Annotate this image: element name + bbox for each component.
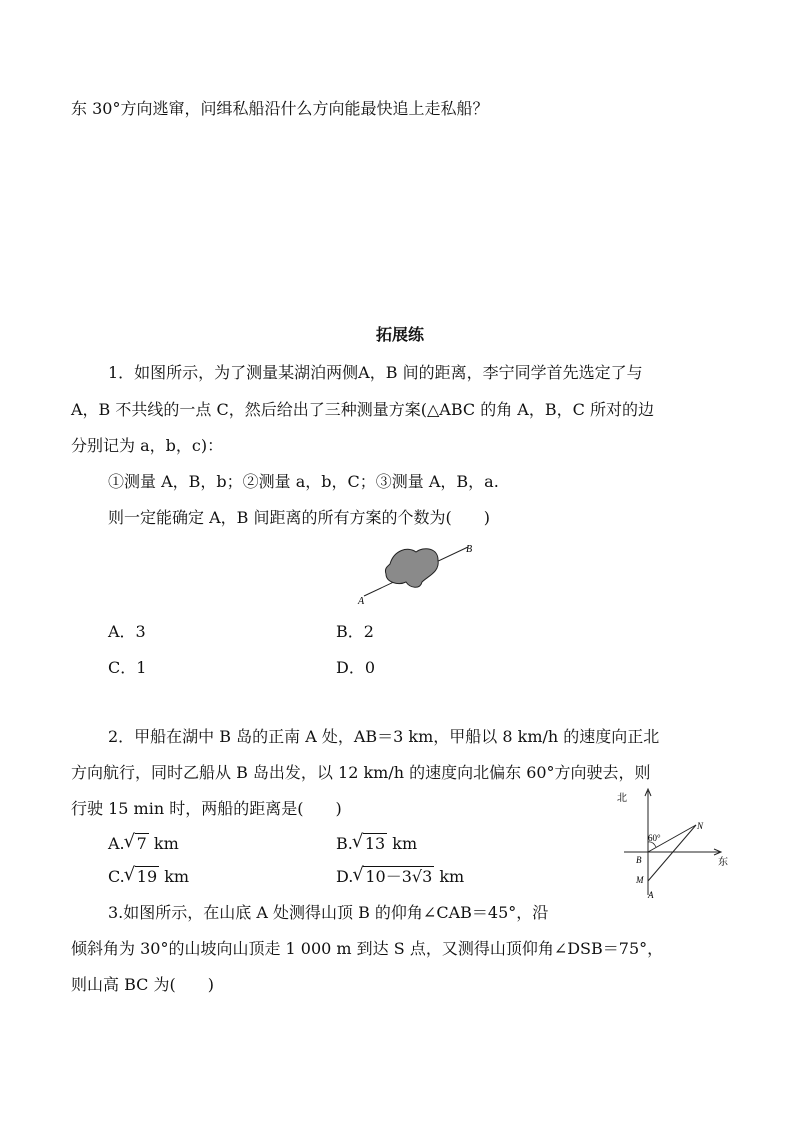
q1-line-5: 则一定能确定 A，B 间距离的所有方案的个数为( ) — [108, 508, 490, 527]
q2-option-a-unit: km — [148, 834, 179, 853]
text-line-top: 东 30°方向逃窜，问缉私船沿什么方向能最快追上走私船？ — [71, 99, 489, 118]
q1-option-b: B．2 — [336, 622, 374, 641]
q2-option-b-radical: √ 13 — [353, 834, 387, 854]
q2-option-b — [336, 834, 417, 854]
q2-option-a — [108, 834, 179, 854]
lake-shape — [385, 549, 438, 588]
q2-option-d-unit: km — [434, 867, 465, 886]
q2-option-c-radical: √ 19 — [125, 867, 159, 887]
label-n: N — [697, 821, 704, 831]
q3-line-2: 倾斜角为 30°的山坡向山顶走 1 000 m 到达 S 点，又测得山顶仰角∠DSB＝75°， — [71, 939, 664, 958]
label-angle: 60° — [648, 833, 661, 843]
q1-option-d: D．0 — [336, 658, 376, 677]
label-east: 东 — [718, 857, 728, 868]
q1-option-a: A．3 — [108, 622, 146, 641]
q3-line-3: 则山高 BC 为( ) — [71, 975, 214, 994]
q2-option-a-radical: √ 7 — [125, 834, 149, 854]
label-m: M — [636, 875, 644, 885]
q2-option-c-unit: km — [159, 867, 190, 886]
ship-diagram — [612, 785, 732, 905]
q2-option-b-prefix: B. — [336, 834, 353, 853]
q2-option-a-prefix: A. — [108, 834, 125, 853]
q2-option-c — [108, 867, 189, 887]
q1-option-c: C．1 — [108, 658, 147, 677]
q2-option-d-prefix: D. — [336, 867, 354, 886]
q3-line-1: 3.如图所示，在山底 A 处测得山顶 B 的仰角∠CAB＝45°，沿 — [108, 903, 549, 922]
q2-line-3: 行驶 15 min 时，两船的距离是( ) — [71, 799, 342, 818]
q2-line-2: 方向航行，同时乙船从 B 岛出发，以 12 km/h 的速度向北偏东 60°方向驶去，则 — [71, 763, 651, 782]
q2-option-b-unit: km — [387, 834, 418, 853]
section-title: 拓展练 — [376, 325, 425, 344]
label-b: B — [466, 544, 473, 555]
q2-option-c-prefix: C. — [108, 867, 125, 886]
q2-option-d — [336, 867, 464, 887]
q2-line-1: 2．甲船在湖中 B 岛的正南 A 处，AB＝3 km，甲船以 8 km/h 的速度向正北 — [108, 727, 660, 746]
label-a: A — [648, 890, 654, 900]
q1-line-2: A，B 不共线的一点 C，然后给出了三种测量方案(△ABC 的角 A，B，C 所对的边 — [71, 400, 654, 419]
q2-option-d-radical: √ 10－3√3 — [353, 867, 434, 887]
label-b: B — [636, 855, 642, 865]
label-a: A — [358, 596, 365, 607]
label-north: 北 — [617, 793, 627, 804]
lake-diagram — [350, 538, 480, 608]
q1-line-3: 分别记为 a，b，c)： — [71, 436, 224, 455]
q1-line-1: 1．如图所示，为了测量某湖泊两侧A，B 间的距离，李宁同学首先选定了与 — [108, 363, 643, 382]
q1-line-4: ①测量 A，B，b；②测量 a，b，C；③测量 A，B，a. — [108, 472, 499, 491]
